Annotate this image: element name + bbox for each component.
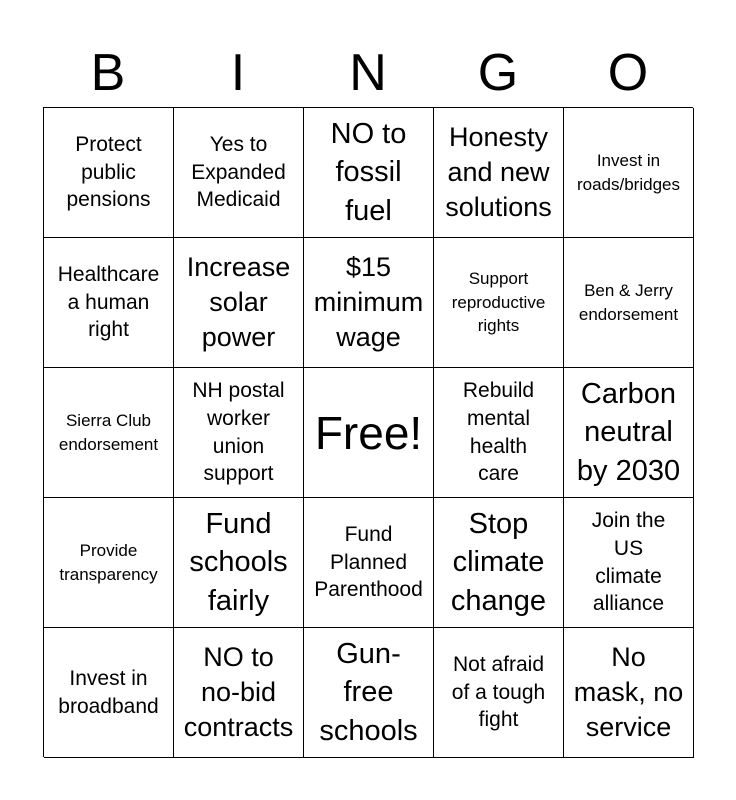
- bingo-cell[interactable]: [434, 498, 564, 628]
- cell-text: Carbon neutral by 2030: [576, 378, 681, 487]
- cell-text: Support reproductive rights: [451, 269, 546, 336]
- cell-text: Fund schools fairly: [189, 508, 288, 617]
- cell-text: Increase solar power: [186, 251, 291, 353]
- bingo-cell[interactable]: [304, 498, 434, 628]
- bingo-cell[interactable]: [44, 238, 174, 368]
- cell-text: NH postal worker union support: [192, 378, 285, 486]
- cell-text: Stop climate change: [450, 508, 547, 617]
- bingo-cell[interactable]: [44, 628, 174, 758]
- header-letter-g: G: [477, 44, 519, 102]
- cell-text: Join the US climate alliance: [591, 508, 666, 616]
- bingo-cell[interactable]: [174, 108, 304, 238]
- free-space-text: Free!: [314, 406, 423, 459]
- cell-text: Gun- free schools: [319, 638, 418, 747]
- bingo-cell[interactable]: [174, 628, 304, 758]
- cell-text: Ben & Jerry endorsement: [578, 281, 679, 324]
- bingo-cell[interactable]: [564, 368, 694, 498]
- header-letter-o: O: [607, 44, 649, 102]
- cell-text: NO to fossil fuel: [330, 118, 407, 227]
- cell-text: Not afraid of a tough fight: [451, 652, 546, 732]
- header-letter-i: I: [230, 44, 246, 102]
- bingo-cell[interactable]: [174, 368, 304, 498]
- bingo-cell[interactable]: [44, 108, 174, 238]
- bingo-header: [43, 40, 693, 106]
- bingo-cell[interactable]: [434, 368, 564, 498]
- bingo-cell[interactable]: [44, 498, 174, 628]
- cell-text: Invest in roads/bridges: [576, 151, 680, 194]
- cell-text: Provide transparency: [59, 541, 158, 584]
- bingo-cell[interactable]: [304, 108, 434, 238]
- cell-text: Fund Planned Parenthood: [314, 522, 423, 602]
- header-letter-n: N: [349, 44, 387, 102]
- bingo-cell[interactable]: [174, 238, 304, 368]
- cell-text: NO to no-bid contracts: [183, 641, 294, 743]
- bingo-cell[interactable]: [434, 238, 564, 368]
- bingo-cell[interactable]: [564, 498, 694, 628]
- bingo-cell-free[interactable]: [304, 368, 434, 498]
- bingo-cell[interactable]: [564, 108, 694, 238]
- header-letter-b: B: [90, 44, 126, 102]
- bingo-cell[interactable]: [434, 108, 564, 238]
- bingo-cell[interactable]: [44, 368, 174, 498]
- cell-text: No mask, no service: [573, 641, 684, 743]
- bingo-cell[interactable]: [304, 628, 434, 758]
- cell-text: Healthcare a human right: [57, 262, 160, 342]
- bingo-cell[interactable]: [304, 238, 434, 368]
- bingo-cell[interactable]: [564, 238, 694, 368]
- bingo-cell[interactable]: [434, 628, 564, 758]
- cell-text: $15 minimum wage: [313, 251, 424, 353]
- cell-text: Yes to Expanded Medicaid: [191, 132, 286, 212]
- bingo-cell[interactable]: [564, 628, 694, 758]
- cell-text: Rebuild mental health care: [462, 378, 535, 486]
- cell-text: Honesty and new solutions: [445, 121, 552, 223]
- cell-text: Sierra Club endorsement: [58, 411, 159, 454]
- bingo-board: [43, 107, 693, 757]
- cell-text: Protect public pensions: [66, 132, 151, 212]
- cell-text: Invest in broadband: [58, 666, 159, 718]
- bingo-cell[interactable]: [174, 498, 304, 628]
